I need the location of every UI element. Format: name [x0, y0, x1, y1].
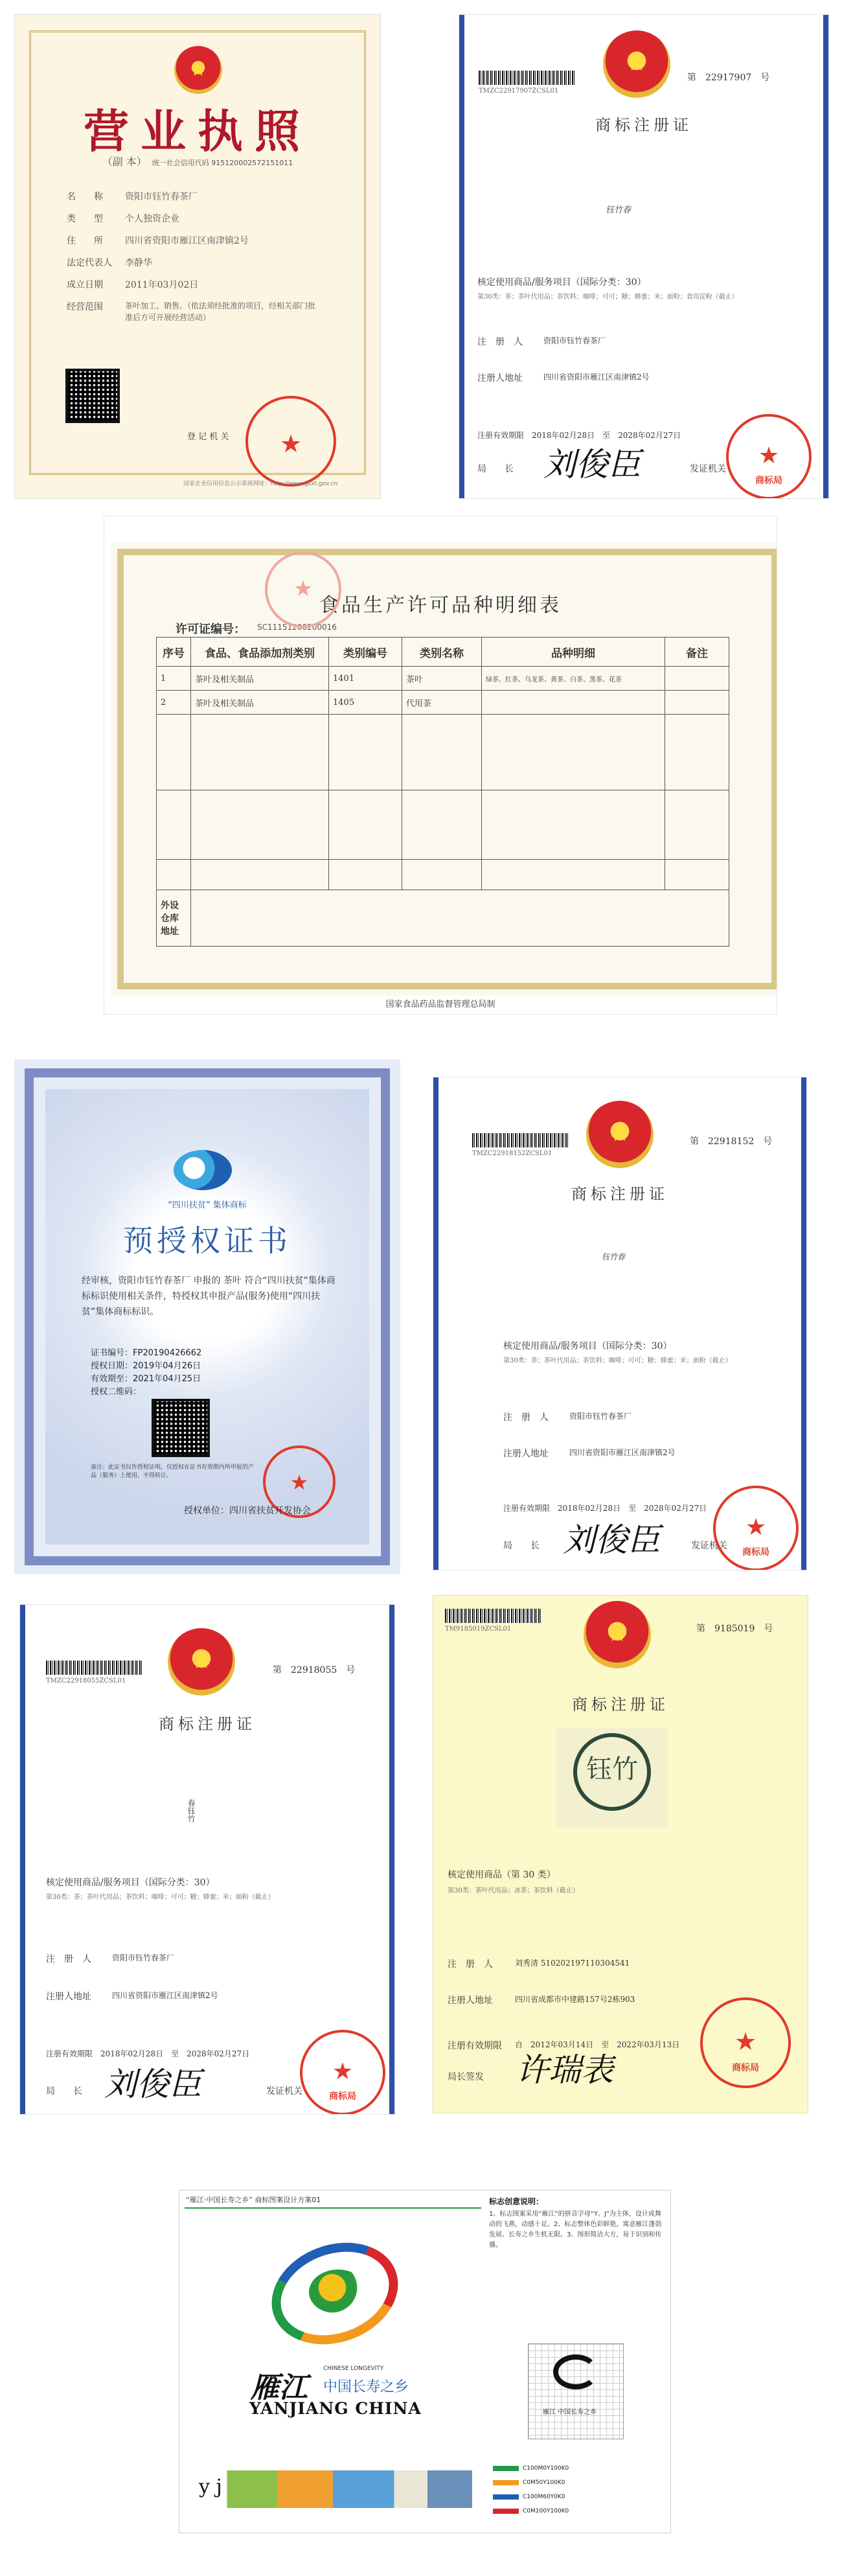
table-row [157, 715, 729, 790]
validity: 注册有效期限 2018年02月28日 至 2028年02月27日 [46, 2049, 250, 2058]
cert-right-bar [823, 15, 828, 498]
cert-number: 第 22918152 号 [690, 1136, 773, 1147]
table-cell: 1405 [329, 691, 402, 715]
org-value: 四川省扶贫开发协会 [229, 1506, 311, 1516]
address-value: 四川省资阳市雁江区南津镇2号 [569, 1448, 676, 1457]
national-emblem-icon: ★ [168, 1628, 235, 1696]
trademark-certificate-2 [433, 1077, 807, 1570]
yuzhu-logo-icon: 钰竹 [573, 1733, 651, 1811]
table-row [157, 790, 729, 860]
seal-text: 商标局 [732, 2063, 759, 2073]
image-strip [194, 2470, 472, 2508]
mark-image-box [556, 1728, 668, 1828]
cert-number: 第 22918055 号 [273, 1665, 356, 1675]
valid-value: 2021年04月25日 [133, 1374, 201, 1384]
pre-auth-details [91, 1347, 201, 1399]
registrant-value: 资阳市钰竹春茶厂 [543, 336, 606, 345]
director-label: 局 长 [503, 1541, 540, 1551]
org-label: 授权单位： [184, 1506, 229, 1516]
cert-left-bar [433, 1077, 438, 1570]
association-seal-icon: ★ [263, 1445, 336, 1518]
pre-auth-title: 预授权证书 [123, 1223, 291, 1258]
header-cell: 品种明细 [482, 638, 665, 667]
seal-text: 商标局 [329, 2091, 356, 2102]
field-value: 茶叶加工、销售。（依法须经批准的项目，经相关部门批准后方可开展经营活动） [125, 301, 316, 322]
swatch-label: C0M100Y100K0 [523, 2508, 569, 2514]
permit-seal-icon: ★ [265, 551, 341, 628]
director-signature: 许瑞表 [516, 2051, 613, 2089]
national-emblem-icon: ★ [584, 1601, 651, 1668]
address-value: 四川省资阳市雁江区南津镇2号 [112, 1991, 218, 2000]
credit-code: 统一社会信用代码 915120002572151011 [152, 159, 293, 167]
mark-image-text: 钰竹春 [606, 205, 632, 215]
permit-table [156, 637, 729, 947]
goods-detail: 第30类：茶叶代用品；冰茶；茶饮料（截止） [448, 1887, 579, 1894]
table-cell: 绿茶、红茶、乌龙茶、黄茶、白茶、黑茶、花茶 [482, 667, 665, 691]
date-row [91, 1360, 201, 1373]
national-emblem-icon: ★ [586, 1101, 654, 1168]
goods-label: 核定使用商品（第 30 类） [448, 1870, 556, 1880]
header-cell: 序号 [157, 638, 191, 667]
barcode-icon [472, 1133, 569, 1147]
table-cell: 茶叶及相关制品 [191, 691, 329, 715]
field-value: 资阳市钰竹春茶厂 [125, 192, 198, 202]
registrant-label: 注 册 人 [448, 1959, 493, 1970]
swatch-row [493, 2491, 661, 2503]
field-value: 四川省资阳市雁江区南津镇2号 [125, 236, 249, 246]
swatch-color [493, 2480, 519, 2485]
permit-no: SC11151200200016 [257, 623, 337, 632]
header-rule [185, 2207, 481, 2209]
trademark-certificate-3 [19, 1604, 395, 2115]
registrant-label: 注 册 人 [503, 1412, 549, 1423]
field-value: 2011年03月02日 [125, 280, 199, 290]
license-field-type [67, 212, 179, 225]
mini-caption: 雁江 中国长寿之乡 [543, 2409, 597, 2416]
cert-title: 商标注册证 [571, 1185, 668, 1203]
issuer-label: 发证机关 [690, 464, 726, 474]
sichuan-poverty-logo-icon [174, 1150, 232, 1190]
director-label: 局 长 [477, 464, 514, 474]
food-production-permit [104, 516, 777, 1015]
field-label: 经营范围 [67, 302, 103, 312]
table-cell: 2 [157, 691, 191, 715]
cert-right-bar [801, 1077, 806, 1570]
goods-label: 核定使用商品/服务项目（国际分类：30） [503, 1341, 672, 1351]
swatch-label: C100M60Y0K0 [523, 2494, 565, 2500]
brand-label: “四川扶贫” 集体商标 [168, 1201, 247, 1210]
registrant-value: 刘秀清 510202197110304541 [515, 1959, 630, 1968]
business-license [14, 14, 381, 499]
issuer-label: 发证机关 [691, 1541, 727, 1551]
swatch-label: C100M0Y100K0 [523, 2465, 569, 2472]
trademark-certificate-1 [459, 14, 829, 499]
swatch-color [493, 2509, 519, 2514]
license-copy-label [15, 154, 380, 168]
national-emblem-icon: ★ [174, 46, 222, 94]
warehouse-label: 外设仓库地址 [157, 890, 191, 947]
cert-left-bar [459, 15, 464, 498]
cert-no-row [91, 1347, 201, 1360]
field-label: 法定代表人 [67, 258, 112, 268]
pre-auth-note: 备注：此证书仅作授权证明，仅授权在证书有效期内所申报的产品（服务）上使用，不得转让。 [91, 1464, 255, 1479]
validity: 注册有效期限 2018年02月28日 至 2028年02月27日 [503, 1504, 707, 1513]
trademark-office-seal-icon: ★ 商标局 [700, 1997, 791, 2088]
registrant-value: 资阳市钰竹春茶厂 [569, 1412, 632, 1421]
field-label: 成立日期 [67, 280, 103, 290]
license-qr-code [65, 369, 120, 423]
color-swatches [493, 2463, 661, 2517]
brand-cn: 雁江 [251, 2371, 308, 2404]
logo-grid [528, 2343, 624, 2439]
yanjiang-logo-icon [270, 2245, 400, 2342]
director-label: 局 长 [46, 2086, 82, 2097]
cert-no-label: 证书编号： [91, 1348, 133, 1358]
validity-label: 注册有效期限 [448, 2041, 502, 2051]
mark-image-text: 钰竹春 [602, 1252, 626, 1261]
mono-logo-icon [553, 2354, 598, 2389]
goods-label: 核定使用商品/服务项目（国际分类：30） [477, 277, 646, 288]
logo-design-sheet [179, 2190, 671, 2533]
date-value: 2019年04月26日 [133, 1361, 201, 1371]
table-row [157, 691, 729, 715]
address-value: 四川省资阳市雁江区南津镇2号 [543, 373, 650, 382]
license-footer: 国家企业信用信息公示系统网址：http://www.gsxt.gov.cn [183, 481, 338, 487]
pre-auth-body: 经审核，资阳市钰竹春茶厂 申报的 茶叶 符合“四川扶贫”集体商标标识使用相关条件，特授权其申报产品(服务)使用“四川扶贫”集体商标标识。 [82, 1276, 336, 1317]
barcode-caption: TMZC22917907ZCSL01 [479, 87, 559, 95]
design-description [489, 2196, 665, 2293]
strip-letters: y j [199, 2476, 222, 2498]
permit-title: 食品生产许可品种明细表 [319, 594, 562, 617]
swatch-row [493, 2463, 661, 2474]
validity-value: 自 2012年03月14日 至 2022年03月13日 [515, 2040, 680, 2049]
address-label: 注册人地址 [503, 1449, 549, 1459]
table-header-row [157, 638, 729, 667]
goods-detail: 第30类：茶；茶叶代用品；茶饮料；咖啡；可可；糖；蜂蜜；米；面粉（截止） [503, 1357, 732, 1364]
table-cell: 1401 [329, 667, 402, 691]
cert-title: 商标注册证 [595, 116, 692, 134]
director-signature: 刘俊臣 [563, 1521, 660, 1559]
trademark-certificate-4 [433, 1595, 808, 2113]
design-header: “雁江·中国长寿之乡” 商标图案设计方案01 [186, 2196, 321, 2204]
barcode-icon [479, 71, 576, 85]
table-cell [482, 691, 665, 715]
table-cell: 茶叶及相关制品 [191, 667, 329, 691]
swatch-row [493, 2505, 661, 2517]
field-label: 名 称 [67, 192, 103, 202]
cert-right-bar [389, 1605, 394, 2114]
table-cell [665, 667, 729, 691]
validity: 注册有效期限 2018年02月28日 至 2028年02月27日 [477, 431, 681, 440]
director-signature: 刘俊臣 [104, 2065, 201, 2103]
cert-title: 商标注册证 [572, 1696, 669, 1714]
registrant-label: 注 册 人 [46, 1954, 91, 1964]
table-cell: 代用茶 [402, 691, 482, 715]
registrar-seal-icon: ★ [245, 396, 336, 487]
table-cell: 1 [157, 667, 191, 691]
registrant-value: 资阳市钰竹春茶厂 [112, 1953, 175, 1962]
cert-left-bar [20, 1605, 25, 2114]
swatch-color [493, 2494, 519, 2500]
pre-auth-qr-code [152, 1399, 210, 1457]
field-value: 李静华 [125, 258, 152, 268]
license-field-date [67, 278, 198, 291]
permit-footer: 国家食品药品监督管理总局制 [385, 1000, 495, 1009]
swatch-row [493, 2477, 661, 2489]
header-cell: 类别编号 [329, 638, 402, 667]
warehouse-row [157, 890, 729, 947]
header-cell: 食品、食品添加剂类别 [191, 638, 329, 667]
license-field-address [67, 234, 249, 247]
date-label: 授权日期： [91, 1361, 133, 1371]
national-emblem-icon: ★ [603, 30, 670, 98]
cert-number: 第 22917907 号 [687, 73, 770, 83]
qr-label: 授权二维码： [91, 1387, 142, 1397]
desc-body: 1、标志图案采用“雁江”的拼音字母“Y、J”为主体，设计成舞动的飞燕，动感十足。2、标志整体色彩鲜艳，寓意雁江蓬勃发展、长寿之乡生机无限。3、图形简洁大方，易于识别和传播。 [489, 2211, 662, 2249]
goods-label: 核定使用商品/服务项目（国际分类：30） [46, 1878, 215, 1888]
barcode-caption: TMZC22918152ZCSL01 [472, 1150, 552, 1157]
address-label: 注册人地址 [448, 1995, 493, 2006]
license-registrar: 登 记 机 关 [187, 432, 229, 442]
barcode-caption: TMZC22918055ZCSL01 [46, 1677, 126, 1685]
header-cell: 类别名称 [402, 638, 482, 667]
registrant-label: 注 册 人 [477, 337, 523, 347]
valid-row [91, 1373, 201, 1386]
valid-label: 有效期至： [91, 1374, 133, 1384]
slogan: 中国长寿之乡 [323, 2379, 409, 2395]
cert-number: 第 9185019 号 [696, 1624, 773, 1634]
director-signature: 刘俊臣 [543, 446, 641, 483]
pre-auth-org [184, 1504, 311, 1517]
pre-authorization-certificate [14, 1059, 400, 1574]
license-title: 营业执照 [84, 104, 312, 158]
brand-en-small: CHINESE LONGEVITY [323, 2365, 384, 2372]
qr-row [91, 1386, 201, 1399]
copy-label: （副 本） [102, 155, 142, 168]
table-row [157, 860, 729, 890]
address-label: 注册人地址 [477, 373, 523, 384]
license-field-name [67, 190, 198, 203]
barcode-icon [46, 1661, 143, 1675]
barcode-caption: TM9185019ZCSL01 [445, 1626, 512, 1633]
swatch-color [493, 2466, 519, 2471]
license-field-rep [67, 256, 152, 269]
trademark-office-seal-icon: ★ 商标局 [713, 1486, 799, 1570]
field-label: 类 型 [67, 214, 103, 224]
table-row [157, 667, 729, 691]
mark-image-text: 春钰竹 [187, 1799, 196, 1823]
table-cell [665, 691, 729, 715]
field-value: 个人独资企业 [125, 214, 179, 224]
permit-no-label: 许可证编号： [176, 623, 245, 636]
goods-detail: 第30类：茶；茶叶代用品；茶饮料；咖啡；可可；糖；蜂蜜；米；面粉；食用淀粉（截止） [477, 293, 738, 301]
cert-title: 商标注册证 [159, 1715, 256, 1733]
field-label: 住 所 [67, 236, 103, 246]
license-field-scope [67, 300, 326, 323]
seal-text: 商标局 [755, 476, 782, 486]
issuer-label: 发证机关 [266, 2086, 302, 2097]
goods-detail: 第30类：茶；茶叶代用品；茶饮料；咖啡；可可；糖；蜂蜜；米；面粉（截止） [46, 1894, 275, 1901]
desc-title: 标志创意说明： [489, 2197, 544, 2206]
cert-no-value: FP20190426662 [133, 1348, 202, 1358]
trademark-office-seal-icon: ★ 商标局 [300, 2030, 385, 2115]
table-cell: 茶叶 [402, 667, 482, 691]
address-value: 四川省成都市中建路157号2栋903 [515, 1995, 635, 2004]
trademark-office-seal-icon: ★ 商标局 [726, 414, 812, 499]
address-label: 注册人地址 [46, 1992, 91, 2002]
director-label: 局长签发 [448, 2072, 484, 2082]
header-cell: 备注 [665, 638, 729, 667]
barcode-icon [445, 1609, 542, 1623]
seal-text: 商标局 [742, 1547, 769, 1558]
brand-en: YANJIANG CHINA [249, 2399, 422, 2418]
swatch-label: C0M50Y100K0 [523, 2479, 565, 2486]
